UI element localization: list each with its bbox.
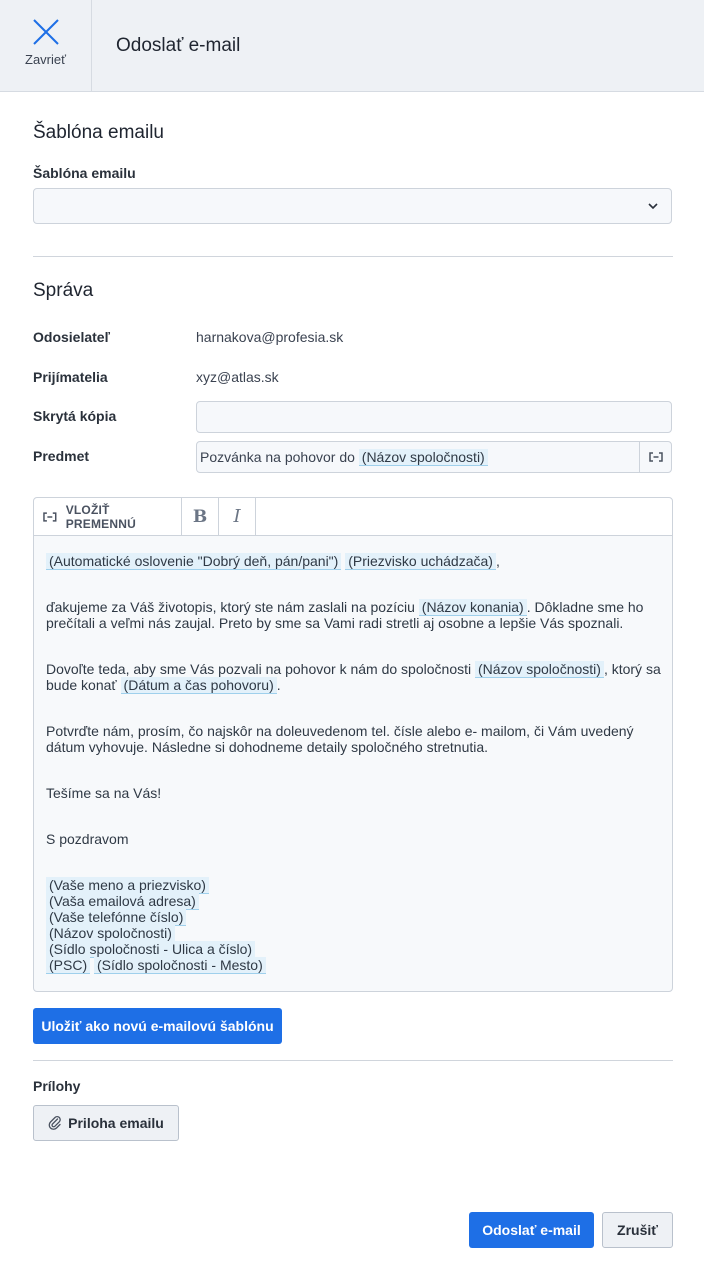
template-select[interactable] bbox=[33, 188, 672, 224]
attachments-divider bbox=[33, 1060, 673, 1061]
variable-icon bbox=[42, 511, 58, 523]
paragraph-text: , ktorý sa bude konať bbox=[46, 661, 661, 693]
paragraph-text: . bbox=[276, 677, 281, 693]
variable-tag: (Vaša emailová adresa) bbox=[46, 893, 199, 910]
greeting-line bbox=[46, 553, 664, 569]
variable-tag: (Automatické oslovenie "Dobrý deň, pán/pani") bbox=[46, 553, 341, 570]
template-section-title: Šablóna emailu bbox=[33, 122, 164, 143]
close-label: Zavrieť bbox=[25, 52, 66, 67]
close-button[interactable] bbox=[0, 0, 92, 92]
greeting-end: , bbox=[495, 553, 500, 569]
variable-icon bbox=[648, 451, 664, 463]
subject-label: Predmet bbox=[33, 448, 90, 464]
recipients-label: Prijímatelia bbox=[33, 369, 108, 385]
paperclip-icon bbox=[48, 1115, 62, 1131]
subject-variable-tag: (Názov spoločnosti) bbox=[359, 449, 488, 466]
section-divider bbox=[33, 256, 673, 257]
send-email-button[interactable]: Odoslať e-mail bbox=[469, 1212, 594, 1248]
editor-toolbar bbox=[34, 498, 672, 536]
paragraph-5: S pozdravom bbox=[46, 831, 129, 847]
variable-tag: (Priezvisko uchádzača) bbox=[345, 553, 496, 570]
page-title: Odoslať e-mail bbox=[116, 35, 241, 56]
header-bar bbox=[0, 0, 704, 92]
add-attachment-button[interactable] bbox=[33, 1105, 179, 1141]
cancel-button[interactable]: Zrušiť bbox=[602, 1212, 673, 1248]
subject-text: Pozvánka na pohovor do bbox=[200, 449, 355, 465]
bold-button[interactable]: B bbox=[182, 498, 219, 535]
message-section-title: Správa bbox=[33, 280, 94, 301]
recipients-value: xyz@atlas.sk bbox=[196, 369, 279, 385]
subject-value bbox=[200, 449, 488, 465]
paragraph-text: . Dôkladne sme ho prečítali a veľmi nás zaujal. Preto by sme sa Vami radi stretli aj osobne a lepšie Vás spoznali. bbox=[46, 599, 644, 631]
bcc-label: Skrytá kópia bbox=[33, 408, 117, 424]
close-icon bbox=[32, 18, 60, 46]
save-as-template-button[interactable]: Uložiť ako novú e-mailovú šablónu bbox=[33, 1008, 282, 1044]
paragraph-3: Potvrďte nám, prosím, čo najskôr na doleuvedenom tel. čísle alebo e- mailom, či Vám uvedený dátum vyhovuje. Následne si dohodneme detaily spoločného stretnutia. bbox=[46, 723, 634, 755]
variable-tag: (Názov spoločnosti) bbox=[46, 925, 175, 942]
variable-tag: (PSC) bbox=[46, 957, 90, 974]
message-editor[interactable] bbox=[33, 497, 673, 992]
sender-value: harnakova@profesia.sk bbox=[196, 329, 344, 345]
paragraph-2 bbox=[46, 661, 664, 693]
italic-button[interactable]: I bbox=[219, 498, 256, 535]
bcc-input[interactable] bbox=[196, 401, 672, 433]
paragraph-text: Dovoľte teda, aby sme Vás pozvali na pohovor k nám do spoločnosti bbox=[46, 661, 472, 677]
variable-tag: (Názov konania) bbox=[419, 599, 527, 616]
variable-tag: (Vaše telefónne číslo) bbox=[46, 909, 186, 926]
chevron-down-icon bbox=[647, 200, 659, 212]
variable-tag: (Sídlo spoločnosti - Mesto) bbox=[94, 957, 266, 974]
paragraph-1 bbox=[46, 599, 664, 631]
attachments-title: Prílohy bbox=[33, 1078, 81, 1094]
sender-label: Odosielateľ bbox=[33, 329, 110, 345]
subject-insert-variable-button[interactable] bbox=[639, 442, 671, 472]
paragraph-4: Tešíme sa na Vás! bbox=[46, 785, 162, 801]
paragraph-text: ďakujeme za Váš životopis, ktorý ste nám zaslali na pozíciu bbox=[46, 599, 415, 615]
insert-variable-button[interactable] bbox=[34, 498, 182, 535]
variable-tag: (Sídlo spoločnosti - Ulica a číslo) bbox=[46, 941, 255, 958]
insert-variable-label: VLOŽIŤ PREMENNÚ bbox=[65, 502, 136, 531]
variable-tag: (Vaše meno a priezvisko) bbox=[46, 877, 209, 894]
template-field-label: Šablóna emailu bbox=[33, 165, 136, 181]
signature-block bbox=[46, 877, 664, 973]
subject-input[interactable] bbox=[196, 441, 672, 473]
add-attachment-label: Priloha emailu bbox=[68, 1115, 164, 1131]
variable-tag: (Dátum a čas pohovoru) bbox=[121, 677, 277, 694]
variable-tag: (Názov spoločnosti) bbox=[475, 661, 604, 678]
